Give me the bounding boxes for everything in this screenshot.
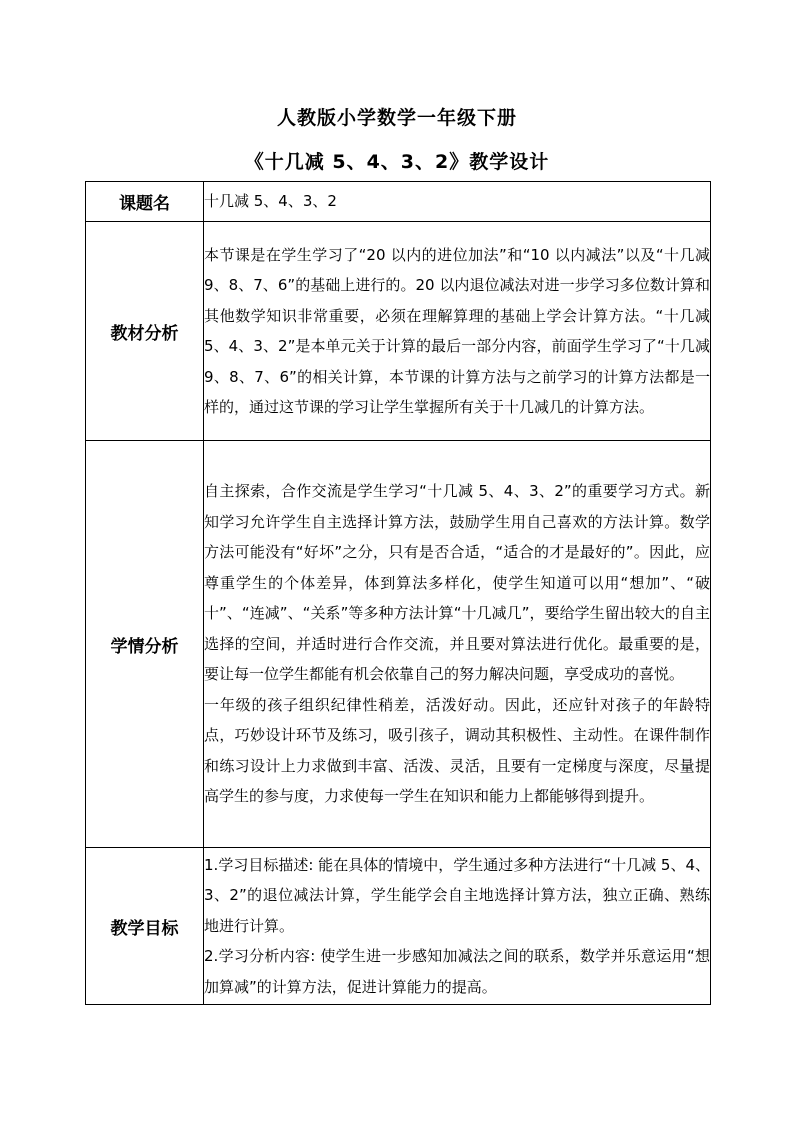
row-header-lesson-title: 课题名 [86,182,204,222]
document-title: 人教版小学数学一年级下册 [276,107,517,129]
paragraph: 十几减 5、4、3、2 [204,192,337,210]
table-row-lesson-title [86,182,711,222]
table-row-teaching-goals [86,848,711,1005]
paragraph: 2.学习分析内容: 使学生进一步感知加减法之间的联系，数学并乐意运用“想加算减”的计算方法，促进计算能力的提高。 [204,947,710,996]
paragraph: 本节课是在学生学习了“20 以内的进位加法”和“10 以内减法”以及“十几减 9、8、7、6”的基础上进行的。20 以内退位减法对进一步学习多位数计算和其他数学知识非常重要，必须在理解算理的基础上学会计算方法。“十几减 5、4、3、2”是本单元关于计算的最后一部分内容，前面学生学习了“十几减 9、8、7、6”的相关计算，本节课的计算方法与之前学习的计算方法都是一样的，通过这节课的学习让学生掌握所有关于十几减几的计算方法。 [204,245,710,416]
table-row-material-analysis [86,222,711,441]
paragraph: 自主探索，合作交流是学生学习“十几减 5、4、3、2”的重要学习方式。新知学习允许学生自主选择计算方法，鼓励学生用自己喜欢的方法计算。数学方法可能没有“好坏”之分，只有是否合适，“适合的才是最好的”。因此，应尊重学生的个体差异，体到算法多样化，使学生知道可以用“想加”、“破十”、“连减”、“关系”等多种方法计算“十几减几”，要给学生留出较大的自主选择的空间，并适时进行合作交流，并且要对算法进行优化。最重要的是，要让每一位学生都能有机会依靠自己的努力解决问题，享受成功的喜悦。 [204,482,710,684]
row-content-teaching-goals [204,848,711,1005]
paragraph: 1.学习目标描述: 能在具体的情境中，学生通过多种方法进行“十几减 5、4、3、2”的退位减法计算，学生能学会自主地选择计算方法，独立正确、熟练地进行计算。 [204,855,710,935]
table-row-student-analysis [86,441,711,848]
document-subtitle: 《十几减 5、4、3、2》教学设计 [244,151,550,173]
row-header-material-analysis: 教材分析 [86,222,204,441]
lesson-plan-table [85,181,711,1005]
row-header-teaching-goals: 教学目标 [86,848,204,1005]
row-content-material-analysis [204,222,711,441]
row-content-student-analysis [204,441,711,848]
row-header-student-analysis: 学情分析 [86,441,204,848]
paragraph: 一年级的孩子组织纪律性稍差，活泼好动。因此，还应针对孩子的年龄特点，巧妙设计环节及练习，吸引孩子，调动其积极性、主动性。在课件制作和练习设计上力求做到丰富、活泼、灵活，且要有一定梯度与深度，尽量提高学生的参与度，力求使每一学生在知识和能力上都能够得到提升。 [204,695,710,806]
row-content-lesson-title [204,182,711,222]
